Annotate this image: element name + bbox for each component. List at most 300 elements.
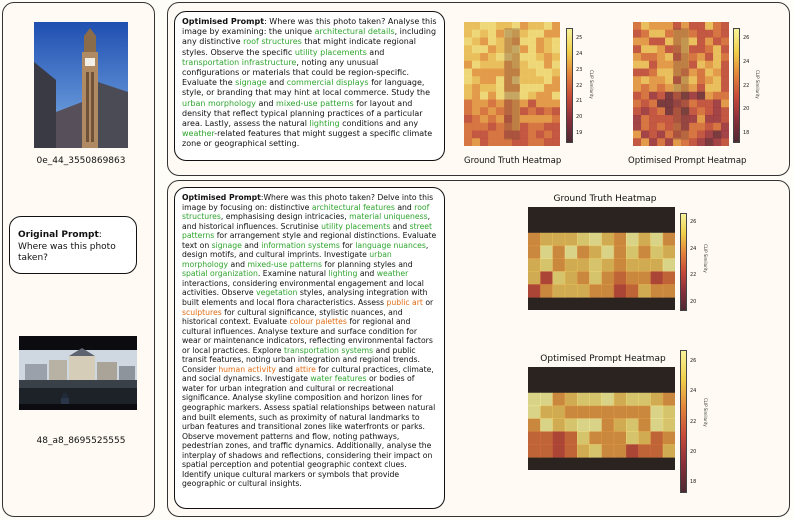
heatmap-cell — [649, 138, 658, 146]
heatmap-cell — [689, 115, 698, 123]
heatmap-cell — [536, 100, 545, 108]
heatmap-cell — [641, 123, 650, 131]
heatmap-cell — [496, 123, 505, 131]
heatmap-cell — [663, 284, 675, 297]
heatmap-cell — [553, 271, 566, 284]
heatmap-cell — [488, 69, 497, 77]
heatmap-cell — [553, 406, 566, 419]
heatmap-cell — [488, 76, 497, 84]
heatmap-cell — [577, 233, 590, 246]
heatmap-cell — [697, 131, 706, 139]
heatmap-cell — [657, 92, 666, 100]
colorbar-tick-label: 18 — [743, 130, 750, 137]
colorbar-tick-label: 26 — [690, 358, 697, 365]
heatmap-cell — [528, 45, 537, 53]
heatmap-cell — [540, 406, 553, 419]
heatmap-cell — [565, 419, 578, 432]
heatmap-cell — [697, 53, 706, 61]
heatmap-cell — [528, 259, 541, 272]
heatmap-cell — [651, 271, 664, 284]
heatmap-cell — [649, 92, 658, 100]
heatmap-cell — [553, 431, 566, 444]
prompt-label: Optimised Prompt — [182, 17, 265, 26]
highlighted-term: transportation infrastructure — [182, 57, 297, 67]
heatmap-cell — [665, 38, 674, 46]
heatmap-cell — [553, 233, 566, 246]
heatmap-cell — [464, 45, 473, 53]
heatmap-cell — [540, 393, 553, 406]
heatmap-cell — [488, 30, 497, 38]
heatmap-cell — [464, 69, 473, 77]
heatmap-cell — [528, 233, 541, 246]
heatmap-cell — [649, 123, 658, 131]
highlighted-term: roof structures — [182, 202, 430, 222]
heatmap-cell — [657, 107, 666, 115]
original-prompt-bubble — [9, 216, 137, 274]
heatmap-cell — [638, 406, 651, 419]
heatmap-cell — [528, 393, 541, 406]
heatmap-cell — [472, 53, 481, 61]
heatmap-cell — [536, 69, 545, 77]
heatmap-cell — [705, 138, 714, 146]
prompt-text: . Examine natural — [257, 269, 329, 279]
heatmap-cell — [577, 271, 590, 284]
highlighted-term: language nuances — [355, 240, 426, 250]
heatmap-cell — [657, 115, 666, 123]
heatmap-cell — [651, 246, 664, 259]
heatmap-cell — [577, 284, 590, 297]
heatmap-cell — [536, 30, 545, 38]
heatmap-cell — [649, 69, 658, 77]
heatmap-cell — [488, 115, 497, 123]
heatmap-cell — [721, 123, 729, 131]
heatmap-cell — [633, 22, 642, 30]
photo-tower-graphic — [34, 22, 128, 148]
heatmap-cell — [633, 92, 642, 100]
heatmap-cell — [540, 444, 553, 457]
heatmap-cell — [488, 61, 497, 69]
heatmap-cell — [480, 30, 489, 38]
heatmap-cell — [633, 84, 642, 92]
colorbar-tick-label: 19 — [576, 130, 583, 137]
top-opt-cbar-title: CLIP Similarity — [755, 70, 760, 99]
heatmap-cell — [464, 76, 473, 84]
prompt-text: styles, analysing integration with built elements and local flora characteristics. Assess — [182, 288, 428, 308]
heatmap-cell — [638, 284, 651, 297]
heatmap-cell — [638, 431, 651, 444]
bottom-opt-colorbar — [680, 350, 687, 493]
heatmap-cell — [663, 431, 675, 444]
prompt-text: that might indicate regional styles. Observe the specific — [182, 37, 416, 57]
heatmap-cell — [657, 38, 666, 46]
heatmap-cell — [689, 131, 698, 139]
prompt-text: for layout and density that reflect typical planning practices of a particular area. Lastly, assess the natural — [182, 98, 423, 129]
heatmap-cell — [651, 419, 664, 432]
heatmap-cell — [657, 30, 666, 38]
heatmap-cell — [496, 131, 505, 139]
heatmap-cell — [697, 22, 706, 30]
highlighted-term: spatial organization — [182, 269, 258, 279]
heatmap-cell — [480, 38, 489, 46]
heatmap-cell — [565, 284, 578, 297]
heatmap-cell — [472, 92, 481, 100]
prompt-text: and — [266, 78, 287, 88]
colorbar-tick-label: 20 — [690, 299, 697, 306]
heatmap-cell — [602, 284, 615, 297]
highlighted-term: architectural details — [314, 27, 395, 37]
heatmap-cell — [697, 92, 706, 100]
heatmap-cell — [713, 131, 722, 139]
heatmap-cell — [633, 61, 642, 69]
colorbar-tick-label: 20 — [690, 448, 697, 455]
heatmap-cell — [721, 115, 729, 123]
heatmap-cell — [488, 123, 497, 131]
heatmap-cell — [697, 30, 706, 38]
heatmap-cell — [496, 22, 505, 30]
prompt-text: and — [255, 98, 277, 108]
original-prompt-text: : Where was this photo taken? — [18, 230, 116, 263]
heatmap-cell — [689, 76, 698, 84]
heatmap-cell — [553, 259, 566, 272]
heatmap-cell — [689, 138, 698, 146]
heatmap-cell — [657, 22, 666, 30]
heatmap-cell — [649, 30, 658, 38]
heatmap-cell — [552, 131, 560, 139]
heatmap-cell — [721, 30, 729, 38]
heatmap-cell — [626, 233, 639, 246]
heatmap-cell — [589, 246, 602, 259]
top-gt-cbar-title: CLIP Similarity — [589, 70, 594, 99]
heatmap-cell — [602, 271, 615, 284]
prompt-text: and — [275, 364, 296, 374]
bottom-gt-cbar-title: CLIP Similarity — [703, 244, 708, 273]
heatmap-cell — [520, 131, 529, 139]
highlighted-term: signage — [211, 240, 242, 250]
heatmap-cell — [665, 131, 674, 139]
heatmap-cell — [641, 69, 650, 77]
heatmap-cell — [552, 100, 560, 108]
heatmap-cell — [641, 76, 650, 84]
heatmap-cell — [540, 233, 553, 246]
heatmap-cell — [520, 100, 529, 108]
prompt-text: and — [394, 202, 415, 212]
heatmap-cell — [480, 69, 489, 77]
heatmap-cell — [496, 138, 505, 146]
heatmap-cell — [536, 61, 545, 69]
heatmap-cell — [649, 38, 658, 46]
heatmap-cell — [649, 61, 658, 69]
heatmap-cell — [480, 92, 489, 100]
heatmap-cell — [464, 107, 473, 115]
heatmap-cell — [626, 419, 639, 432]
heatmap-cell — [496, 115, 505, 123]
heatmap-cell — [641, 45, 650, 53]
heatmap-cell — [480, 53, 489, 61]
heatmap-cell — [552, 38, 560, 46]
heatmap-cell — [633, 100, 642, 108]
prompt-text: conditions and any — [339, 119, 419, 129]
prompt-text: or — [422, 298, 434, 308]
heatmap-cell — [665, 115, 674, 123]
heatmap-cell — [633, 115, 642, 123]
heatmap-cell — [614, 406, 627, 419]
heatmap-cell — [528, 92, 537, 100]
heatmap-cell — [520, 76, 529, 84]
heatmap-cell — [577, 444, 590, 457]
bottom-optimised-prompt — [174, 187, 445, 509]
heatmap-cell — [472, 115, 481, 123]
heatmap-cell — [657, 61, 666, 69]
heatmap-cell — [544, 61, 553, 69]
image1-id: 0e_44_3550869863 — [36, 156, 126, 166]
heatmap-cell — [565, 393, 578, 406]
heatmap-cell — [713, 138, 722, 146]
heatmap-cell — [464, 131, 473, 139]
heatmap-cell — [657, 76, 666, 84]
heatmap-cell — [528, 38, 537, 46]
heatmap-cell — [713, 53, 722, 61]
heatmap-cell — [488, 138, 497, 146]
heatmap-cell — [464, 123, 473, 131]
highlighted-term: street patterns — [182, 221, 433, 241]
heatmap-cell — [528, 131, 537, 139]
heatmap-cell — [544, 123, 553, 131]
colorbar-tick-label: 18 — [690, 478, 697, 485]
heatmap-cell — [472, 61, 481, 69]
heatmap-cell — [641, 100, 650, 108]
heatmap-cell — [528, 444, 541, 457]
heatmap-cell — [614, 419, 627, 432]
heatmap-cell — [665, 123, 674, 131]
heatmap-cell — [472, 69, 481, 77]
highlighted-term: human activity — [218, 364, 276, 374]
heatmap-cell — [496, 107, 505, 115]
heatmap-cell — [536, 76, 545, 84]
image2-id: 48_a8_8695525555 — [36, 436, 126, 446]
heatmap-cell — [649, 107, 658, 115]
heatmap-cell — [544, 107, 553, 115]
heatmap-cell — [713, 22, 722, 30]
heatmap-cell — [705, 131, 714, 139]
highlighted-term: utility placements — [321, 221, 391, 231]
heatmap-cell — [464, 92, 473, 100]
heatmap-cell — [536, 45, 545, 53]
heatmap-cell — [705, 76, 714, 84]
highlighted-term: sculptures — [182, 307, 222, 317]
heatmap-cell — [641, 22, 650, 30]
heatmap-cell — [663, 406, 675, 419]
heatmap-cell — [472, 76, 481, 84]
heatmap-cell — [626, 431, 639, 444]
heatmap-cell — [472, 131, 481, 139]
heatmap-cell — [705, 30, 714, 38]
heatmap-cell — [649, 45, 658, 53]
heatmap-cell — [721, 100, 729, 108]
heatmap-cell — [633, 138, 642, 146]
heatmap-cell — [663, 233, 675, 246]
heatmap-cell — [705, 61, 714, 69]
heatmap-cell — [697, 61, 706, 69]
heatmap-cell — [552, 30, 560, 38]
heatmap-cell — [565, 233, 578, 246]
heatmap-cell — [536, 84, 545, 92]
heatmap-cell — [626, 259, 639, 272]
heatmap-cell — [536, 107, 545, 115]
heatmap-cell — [528, 69, 537, 77]
prompt-text: interactions, considering environmental engagement and local activities. Observe — [182, 278, 424, 298]
heatmap-cell — [589, 259, 602, 272]
heatmap-cell — [665, 53, 674, 61]
heatmap-cell — [472, 84, 481, 92]
heatmap-cell — [472, 123, 481, 131]
heatmap-cell — [665, 100, 674, 108]
heatmap-cell — [697, 45, 706, 53]
heatmap-cell — [480, 45, 489, 53]
heatmap-cell — [488, 84, 497, 92]
highlighted-term: mixed-use patterns — [276, 98, 354, 108]
heatmap-cell — [649, 131, 658, 139]
heatmap-cell — [536, 38, 545, 46]
heatmap-cell — [633, 123, 642, 131]
prompt-text: and — [390, 221, 410, 231]
heatmap-cell — [472, 100, 481, 108]
heatmap-cell — [544, 131, 553, 139]
heatmap-cell — [528, 419, 541, 432]
heatmap-cell — [705, 38, 714, 46]
heatmap-cell — [602, 393, 615, 406]
heatmap-cell — [649, 115, 658, 123]
heatmap-cell — [638, 246, 651, 259]
heatmap-cell — [577, 393, 590, 406]
heatmap-cell — [641, 53, 650, 61]
heatmap-cell — [651, 406, 664, 419]
heatmap-cell — [480, 22, 489, 30]
prompt-text: for arrangement style and regional distinctions. Evaluate text on — [182, 231, 437, 250]
heatmap-cell — [713, 115, 722, 123]
heatmap-cell — [626, 271, 639, 284]
heatmap-cell — [602, 233, 615, 246]
highlighted-term: urban morphology — [182, 250, 392, 269]
heatmap-cell — [528, 84, 537, 92]
heatmap-cell — [721, 131, 729, 139]
highlighted-term: vegetation — [256, 288, 298, 298]
heatmap-cell — [713, 84, 722, 92]
heatmap-cell — [663, 444, 675, 457]
heatmap-cell — [577, 259, 590, 272]
heatmap-cell — [657, 84, 666, 92]
heatmap-cell — [641, 84, 650, 92]
highlighted-term: attire — [295, 364, 316, 374]
heatmap-cell — [544, 92, 553, 100]
highlighted-term: commercial displays — [286, 78, 369, 88]
heatmap-cell — [496, 92, 505, 100]
highlighted-term: utility placements — [294, 47, 367, 57]
heatmap-cell — [496, 61, 505, 69]
heatmap-cell — [544, 30, 553, 38]
heatmap-cell — [577, 246, 590, 259]
heatmap-cell — [565, 246, 578, 259]
heatmap-cell — [665, 61, 674, 69]
heatmap-cell — [641, 115, 650, 123]
heatmap-cell — [552, 22, 560, 30]
heatmap-cell — [552, 61, 560, 69]
heatmap-cell — [488, 22, 497, 30]
prompt-text: and — [366, 47, 385, 57]
heatmap-cell — [528, 30, 537, 38]
heatmap-cell — [488, 92, 497, 100]
heatmap-cell — [689, 84, 698, 92]
heatmap-cell — [540, 246, 553, 259]
bottom-gt-caption: Ground Truth Heatmap — [553, 194, 657, 204]
heatmap-cell — [472, 38, 481, 46]
heatmap-cell — [536, 131, 545, 139]
highlighted-term: lighting — [328, 269, 358, 279]
photo-cityscape-graphic — [19, 336, 137, 410]
colorbar-tick-label: 23 — [576, 66, 583, 73]
prompt-text: , design motifs, and cultural imprints. Investigate — [182, 240, 429, 260]
heatmap-cell — [721, 45, 729, 53]
heatmap-cell — [589, 406, 602, 419]
heatmap-cell — [540, 271, 553, 284]
heatmap-cell — [544, 22, 553, 30]
colorbar-tick-label: 26 — [743, 34, 750, 41]
heatmap-cell — [480, 84, 489, 92]
heatmap-cell — [721, 76, 729, 84]
heatmap-cell — [663, 393, 675, 406]
top-gt-colorbar — [566, 28, 573, 143]
heatmap-cell — [641, 38, 650, 46]
heatmap-cell — [565, 271, 578, 284]
heatmap-cell — [705, 84, 714, 92]
heatmap-cell — [520, 92, 529, 100]
heatmap-cell — [589, 444, 602, 457]
heatmap-cell — [496, 38, 505, 46]
heatmap-cell — [663, 246, 675, 259]
heatmap-cell — [638, 259, 651, 272]
tower-silhouette — [504, 28, 519, 140]
heatmap-cell — [589, 233, 602, 246]
heatmap-cell — [544, 45, 553, 53]
heatmap-cell — [552, 84, 560, 92]
heatmap-cell — [528, 115, 537, 123]
prompt-text: , emphasising design intricacies, — [220, 212, 350, 222]
heatmap-cell — [665, 30, 674, 38]
heatmap-cell — [553, 393, 566, 406]
heatmap-cell — [614, 284, 627, 297]
heatmap-cell — [657, 69, 666, 77]
heatmap-cell — [553, 419, 566, 432]
prompt-text: for language, style, or branding that may hint at local commerce. Study the — [182, 78, 430, 98]
heatmap-cell — [705, 100, 714, 108]
bottom-gt-heatmap — [528, 207, 675, 310]
heatmap-cell — [552, 45, 560, 53]
heatmap-cell — [705, 115, 714, 123]
heatmap-cell — [544, 138, 553, 146]
top-gt-heatmap — [464, 22, 560, 146]
heatmap-cell — [602, 259, 615, 272]
heatmap-cell — [536, 138, 545, 146]
heatmap-cell — [589, 431, 602, 444]
prompt-text: and — [357, 269, 377, 279]
heatmap-cell — [705, 22, 714, 30]
heatmap-cell — [665, 22, 674, 30]
heatmap-cell — [472, 30, 481, 38]
heatmap-cell — [528, 123, 537, 131]
colorbar-tick-label: 22 — [690, 418, 697, 425]
highlighted-term: public art — [386, 298, 423, 308]
colorbar-tick-label: 24 — [690, 245, 697, 252]
heatmap-cell — [552, 107, 560, 115]
